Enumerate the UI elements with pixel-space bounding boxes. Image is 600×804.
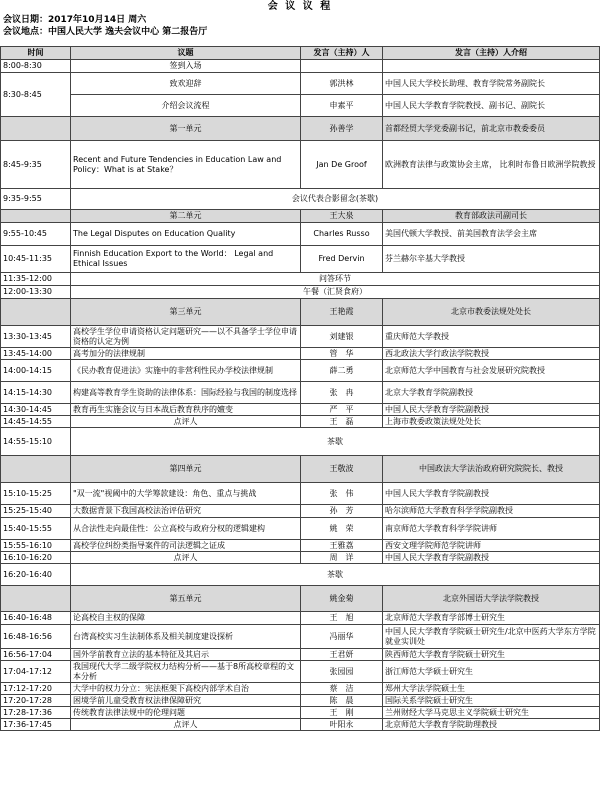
host-cell: 王君妍 xyxy=(301,649,383,661)
topic-cell: 构建高等教育学生资助的法律体系：国际经验与我国的制度选择 xyxy=(71,382,301,404)
topic-cell: 从合法性走向最佳性：公立高校与政府分权的逻辑建构 xyxy=(71,518,301,540)
table-row xyxy=(1,661,600,683)
time-cell: 8:00-8:30 xyxy=(1,60,71,73)
intro-cell: 北京外国语大学法学院教授 xyxy=(383,586,600,612)
time-cell: 15:40-15:55 xyxy=(1,518,71,540)
topic-cell: 《民办教育促进法》实施中的非营利性民办学校法律规制 xyxy=(71,360,301,382)
topic-cell: The Legal Disputes on Education Quality xyxy=(71,223,301,246)
intro-cell: 芬兰赫尔辛基大学教授 xyxy=(383,246,600,273)
agenda-table xyxy=(0,46,600,731)
topic-cell: Finnish Education Export to the World： Legal and Ethical Issues xyxy=(71,246,301,273)
intro-cell: 兰州财经大学马克思主义学院硕士研究生 xyxy=(383,707,600,719)
intro-cell: 中国人民大学教育学院教授、副书记、副院长 xyxy=(383,95,600,117)
table-row xyxy=(1,505,600,518)
time-cell xyxy=(1,456,71,483)
time-cell xyxy=(1,586,71,612)
topic-cell: 会议代表合影留念(茶歇) xyxy=(71,189,600,210)
time-cell: 9:55-10:45 xyxy=(1,223,71,246)
time-cell: 16:20-16:40 xyxy=(1,564,71,586)
document-title: 会 议 议 程 xyxy=(267,1,333,12)
host-cell: 管 华 xyxy=(301,348,383,360)
time-cell xyxy=(1,210,71,223)
table-row xyxy=(1,189,600,210)
topic-cell: 高校学位纠纷类指导案件的司法逻辑之证成 xyxy=(71,540,301,552)
host-cell: 陈 晨 xyxy=(301,695,383,707)
time-cell: 16:48-16:56 xyxy=(1,625,71,649)
intro-cell: 哈尔滨师范大学教育科学学院副教授 xyxy=(383,505,600,518)
time-cell: 15:10-15:25 xyxy=(1,483,71,505)
host-cell: 王敬波 xyxy=(301,456,383,483)
table-row xyxy=(1,625,600,649)
topic-cell: 点评人 xyxy=(71,552,301,564)
intro-cell: 欧洲教育法律与政策协会主席， 比利时布鲁日欧洲学院教授 xyxy=(383,141,600,189)
time-cell: 16:10-16:20 xyxy=(1,552,71,564)
host-cell: 王大泉 xyxy=(301,210,383,223)
host-cell: 申素平 xyxy=(301,95,383,117)
section-row xyxy=(1,299,600,326)
table-row xyxy=(1,326,600,348)
host-cell: 冯丽华 xyxy=(301,625,383,649)
host-cell: 姚金菊 xyxy=(301,586,383,612)
section-title: 第四单元 xyxy=(71,456,301,483)
time-cell: 14:55-15:10 xyxy=(1,428,71,456)
time-cell: 11:35-12:00 xyxy=(1,273,71,286)
table-row xyxy=(1,683,600,695)
topic-cell: 大数据背景下我国高校法治评估研究 xyxy=(71,505,301,518)
table-row xyxy=(1,518,600,540)
topic-cell: 茶歇 xyxy=(71,564,600,586)
topic-cell: 致欢迎辞 xyxy=(71,73,301,95)
intro-cell: 北京师范大学教育学院助理教授 xyxy=(383,719,600,731)
time-cell xyxy=(1,117,71,141)
host-cell: 叶阳永 xyxy=(301,719,383,731)
topic-cell: 大学中的权力分立：宪法框架下高校内部学术自治 xyxy=(71,683,301,695)
table-row xyxy=(1,404,600,416)
intro-cell: 中国人民大学教育学院副教授 xyxy=(383,552,600,564)
topic-cell: 国外学前教育立法的基本特征及其启示 xyxy=(71,649,301,661)
intro-cell: 北京市教委法规处处长 xyxy=(383,299,600,326)
intro-cell: 中国人民大学教育学院副教授 xyxy=(383,483,600,505)
host-cell: 王 磊 xyxy=(301,416,383,428)
table-row xyxy=(1,540,600,552)
host-cell: 孙 芳 xyxy=(301,505,383,518)
table-row xyxy=(1,360,600,382)
time-cell: 17:04-17:12 xyxy=(1,661,71,683)
header-topic: 议题 xyxy=(71,47,301,60)
topic-cell: 高考加分的法律规制 xyxy=(71,348,301,360)
table-row xyxy=(1,483,600,505)
time-cell: 13:30-13:45 xyxy=(1,326,71,348)
host-cell: 张 伟 xyxy=(301,483,383,505)
intro-cell: 北京师范大学中国教育与社会发展研究院教授 xyxy=(383,360,600,382)
header-host: 发言（主持）人 xyxy=(301,47,383,60)
topic-cell: 论高校自主权的保障 xyxy=(71,612,301,625)
host-cell: 王 旭 xyxy=(301,612,383,625)
table-row xyxy=(1,348,600,360)
table-row xyxy=(1,246,600,273)
host-cell: Charles Russo xyxy=(301,223,383,246)
host-cell: 郭洪林 xyxy=(301,73,383,95)
time-cell: 17:20-17:28 xyxy=(1,695,71,707)
host-cell: Jan De Groof xyxy=(301,141,383,189)
time-cell: 14:00-14:15 xyxy=(1,360,71,382)
table-row xyxy=(1,223,600,246)
header-row xyxy=(1,47,600,60)
time-cell: 17:36-17:45 xyxy=(1,719,71,731)
time-cell: 15:55-16:10 xyxy=(1,540,71,552)
table-row xyxy=(1,286,600,299)
topic-cell: 我国现代大学二级学院权力结构分析——基于8所高校章程的文本分析 xyxy=(71,661,301,683)
host-cell xyxy=(301,60,383,73)
time-cell: 12:00-13:30 xyxy=(1,286,71,299)
section-row xyxy=(1,117,600,141)
table-row xyxy=(1,95,600,117)
host-cell: 张 冉 xyxy=(301,382,383,404)
intro-cell: 陕西师范大学教育学院硕士研究生 xyxy=(383,649,600,661)
time-cell: 14:30-14:45 xyxy=(1,404,71,416)
table-row xyxy=(1,60,600,73)
topic-cell: 教育再生实施会议与日本战后教育秩序的嬗变 xyxy=(71,404,301,416)
intro-cell: 重庆师范大学教授 xyxy=(383,326,600,348)
topic-cell: 午餐（汇贤食府） xyxy=(71,286,600,299)
table-row xyxy=(1,612,600,625)
table-row xyxy=(1,416,600,428)
topic-cell: Recent and Future Tendencies in Education Law and Policy：What is at Stake？ xyxy=(71,141,301,189)
time-cell: 17:28-17:36 xyxy=(1,707,71,719)
section-row xyxy=(1,586,600,612)
topic-cell: "双一流"视阈中的大学筹款建设：角色、重点与挑战 xyxy=(71,483,301,505)
time-cell: 10:45-11:35 xyxy=(1,246,71,273)
intro-cell: 美国代顿大学教授、前美国教育法学会主席 xyxy=(383,223,600,246)
table-row xyxy=(1,428,600,456)
host-cell: 刘建银 xyxy=(301,326,383,348)
time-cell: 16:56-17:04 xyxy=(1,649,71,661)
time-cell: 13:45-14:00 xyxy=(1,348,71,360)
topic-cell: 困境学前儿童受教育权法律保障研究 xyxy=(71,695,301,707)
time-cell: 17:12-17:20 xyxy=(1,683,71,695)
table-row xyxy=(1,141,600,189)
section-title: 第三单元 xyxy=(71,299,301,326)
host-cell: 蔡 洁 xyxy=(301,683,383,695)
intro-cell: 北京大学教育学院副教授 xyxy=(383,382,600,404)
meeting-date: 会议日期：2017年10月14日 周六 xyxy=(3,15,147,25)
host-cell: 姚 荣 xyxy=(301,518,383,540)
table-row xyxy=(1,273,600,286)
host-cell: 孙善学 xyxy=(301,117,383,141)
topic-cell: 介绍会议流程 xyxy=(71,95,301,117)
table-row xyxy=(1,73,600,95)
intro-cell xyxy=(383,60,600,73)
time-cell: 15:25-15:40 xyxy=(1,505,71,518)
intro-cell: 国际关系学院硕士研究生 xyxy=(383,695,600,707)
topic-cell: 点评人 xyxy=(71,719,301,731)
host-cell: 王雅荔 xyxy=(301,540,383,552)
intro-cell: 中国人民大学教育学院硕士研究生/北京中医药大学东方学院就业实训处 xyxy=(383,625,600,649)
header-intro: 发言（主持）人介绍 xyxy=(383,47,600,60)
intro-cell: 上海市教委政策法规处处长 xyxy=(383,416,600,428)
time-cell: 9:35-9:55 xyxy=(1,189,71,210)
table-row xyxy=(1,382,600,404)
topic-cell: 签到入场 xyxy=(71,60,301,73)
intro-cell: 首都经贸大学党委副书记，前北京市教委委员 xyxy=(383,117,600,141)
time-cell: 16:40-16:48 xyxy=(1,612,71,625)
table-row xyxy=(1,695,600,707)
header-time: 时间 xyxy=(1,47,71,60)
table-row xyxy=(1,649,600,661)
time-cell: 8:45-9:35 xyxy=(1,141,71,189)
table-row xyxy=(1,707,600,719)
topic-cell: 传统教育法律法规中的伦理问题 xyxy=(71,707,301,719)
section-row xyxy=(1,210,600,223)
topic-cell: 高校学生学位申请资格认定问题研究——以不具备学士学位申请资格的认定为例 xyxy=(71,326,301,348)
intro-cell: 南京师范大学教育科学学院讲师 xyxy=(383,518,600,540)
section-row xyxy=(1,456,600,483)
intro-cell: 郑州大学法学院硕士生 xyxy=(383,683,600,695)
host-cell: Fred Dervin xyxy=(301,246,383,273)
host-cell: 严 平 xyxy=(301,404,383,416)
section-title: 第五单元 xyxy=(71,586,301,612)
intro-cell: 西安文理学院师范学院讲师 xyxy=(383,540,600,552)
intro-cell: 中国人民大学教育学院副教授 xyxy=(383,404,600,416)
host-cell: 周 详 xyxy=(301,552,383,564)
host-cell: 王 刚 xyxy=(301,707,383,719)
intro-cell: 教育部政法司副司长 xyxy=(383,210,600,223)
intro-cell: 中国人民大学校长助理、教育学院常务副院长 xyxy=(383,73,600,95)
intro-cell: 浙江师范大学硕士研究生 xyxy=(383,661,600,683)
topic-cell: 问答环节 xyxy=(71,273,600,286)
time-cell xyxy=(1,299,71,326)
intro-cell: 北京师范大学教育学部博士研究生 xyxy=(383,612,600,625)
section-title: 第二单元 xyxy=(71,210,301,223)
intro-cell: 西北政法大学行政法学院教授 xyxy=(383,348,600,360)
section-title: 第一单元 xyxy=(71,117,301,141)
topic-cell: 点评人 xyxy=(71,416,301,428)
time-cell: 14:15-14:30 xyxy=(1,382,71,404)
host-cell: 张园园 xyxy=(301,661,383,683)
time-cell: 14:45-14:55 xyxy=(1,416,71,428)
host-cell: 薛二勇 xyxy=(301,360,383,382)
topic-cell: 台湾高校实习生法制体系及相关制度建设探析 xyxy=(71,625,301,649)
table-row xyxy=(1,564,600,586)
host-cell: 王艳霞 xyxy=(301,299,383,326)
topic-cell: 茶歇 xyxy=(71,428,600,456)
intro-cell: 中国政法大学法治政府研究院院长、教授 xyxy=(383,456,600,483)
meeting-venue: 会议地点：中国人民大学 逸夫会议中心 第二报告厅 xyxy=(3,27,208,37)
time-cell: 8:30-8:45 xyxy=(1,73,71,117)
table-row xyxy=(1,719,600,731)
table-row xyxy=(1,552,600,564)
